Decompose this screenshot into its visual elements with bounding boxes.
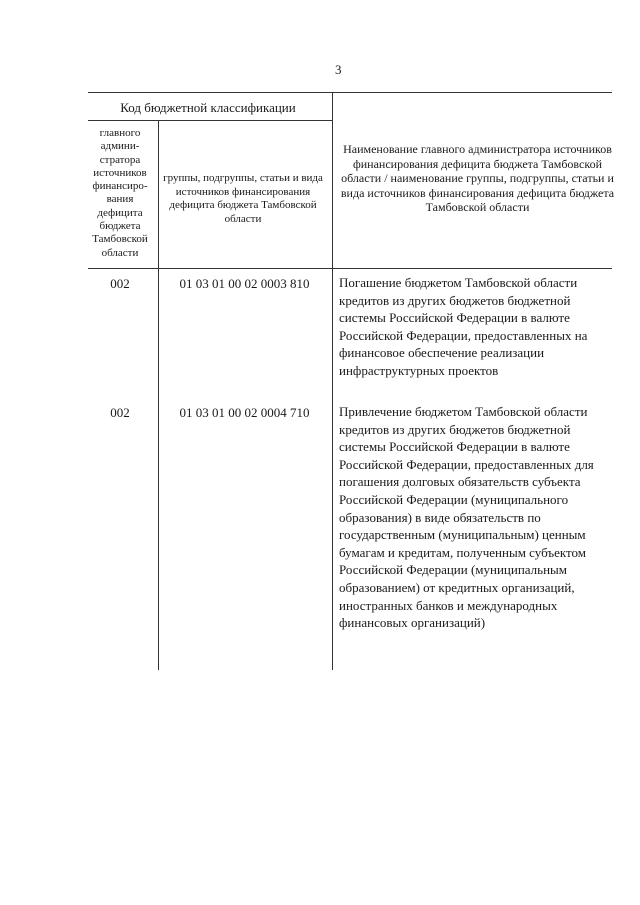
header-admin-text: главного админи-стратора источников финансиро-вания дефицита бюджета Тамбовской области xyxy=(92,127,148,259)
row-2-admin: 002 xyxy=(110,405,130,420)
page-number: 3 xyxy=(335,62,342,77)
header-group-column: группы, подгруппы, статьи и вида источников финансирования дефицита бюджета Тамбовской области xyxy=(163,172,323,225)
row-1-admin: 002 xyxy=(110,276,130,291)
row-2-name: Привлечение бюджетом Тамбовской области кредитов из других бюджетов бюджетной системы Российской Федерации в валюте Российской Федерации, предоставленных для погашения долговых обязательств субъекта Российской Федерации (муниципального образования) в виде обязательств по государственным (муниципальным) ценным бумагам и кредитам, полученным субъектом Российской Федерации (муниципальным образованием) от кредитных организаций, иностранных банков и международных финансовых организаций) xyxy=(339,404,594,631)
row-2-code: 01 03 01 00 02 0004 710 xyxy=(179,405,310,420)
header-admin-column xyxy=(85,127,155,260)
header-code-title: Код бюджетной классификации xyxy=(120,100,296,115)
code-header-divider xyxy=(88,120,332,121)
row-1-code: 01 03 01 00 02 0003 810 xyxy=(179,276,310,291)
header-bottom-border xyxy=(88,268,612,269)
header-name-column: Наименование главного администратора источников финансирования дефицита бюджета Тамбовской области / наименование группы, подгруппы, статьи и вида источников финансирования дефицита бюджета Тамбовской области xyxy=(340,142,615,214)
table-top-border xyxy=(88,92,612,93)
column-divider-2 xyxy=(332,92,333,670)
row-1-name: Погашение бюджетом Тамбовской области кредитов из других бюджетов бюджетной системы Российской Федерации в валюте Российской Федерации, предоставленных на финансовое обеспечение реализации инфраструктурных проектов xyxy=(339,275,588,378)
column-divider-1 xyxy=(158,120,159,670)
